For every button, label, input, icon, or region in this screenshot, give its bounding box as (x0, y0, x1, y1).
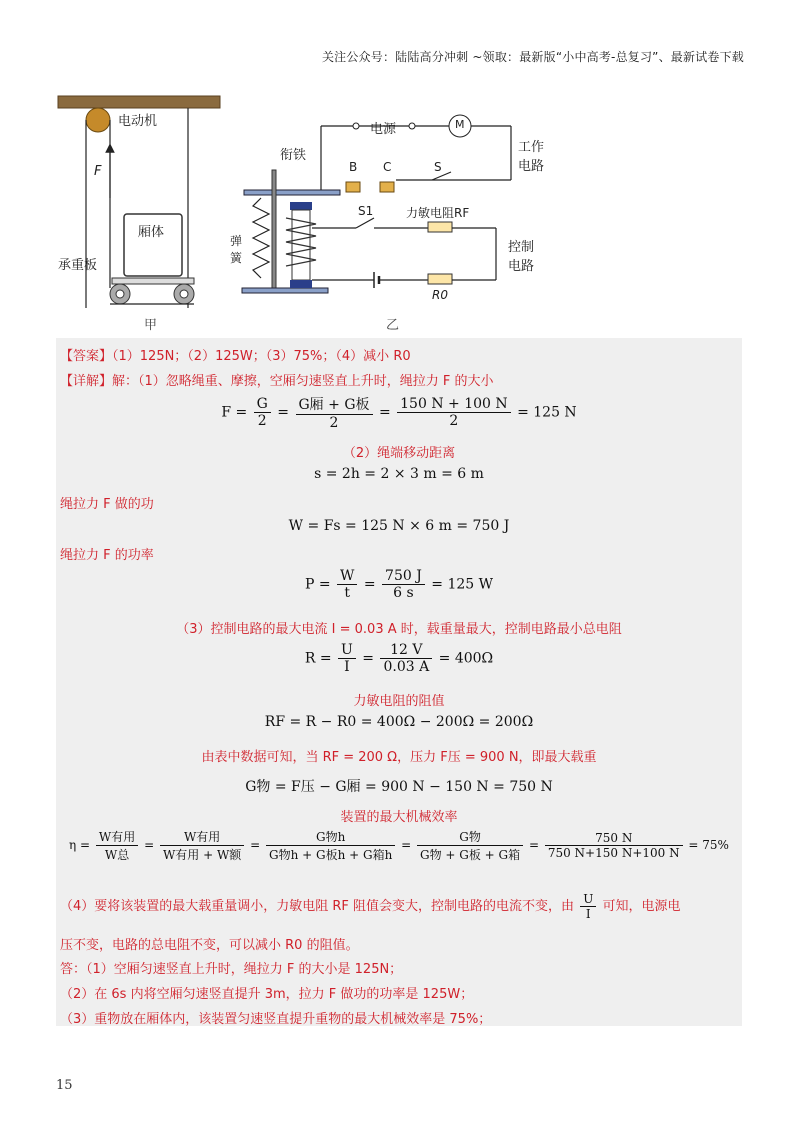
step-3: （3）控制电路的最大电流 I = 0.03 A 时，载重量最大，控制电路最小总电阻 (176, 622, 622, 637)
equation-6: RF = R − R0 = 400Ω − 200Ω = 200Ω (264, 714, 534, 730)
load-plate (112, 278, 194, 284)
control-circuit-label: 控制电路 (508, 240, 535, 274)
power-label: 绳拉力 F 的功率 (60, 548, 154, 563)
reply-1: 答：（1）空厢匀速竖直上升时，绳拉力 F 的大小是 125N； (60, 962, 403, 977)
spring-label: 弹簧 (230, 234, 243, 265)
page-number: 15 (56, 1078, 73, 1093)
contact-b (346, 182, 360, 192)
step-4-cont: 压不变，电路的总电阻不变，可以减小 R0 的阻值。 (60, 938, 359, 953)
answer-panel (56, 338, 742, 1026)
equation-2: s = 2h = 2 × 3 m = 6 m (314, 466, 484, 482)
efficiency-line: 装置的最大机械效率 (340, 810, 458, 825)
equation-1: F = $\frac{G}{2}$ = $\frac{\text{G厢 + G板}}{2}$ = $\frac{150 N + 100 N}{2}$ = 125 N (221, 396, 577, 431)
support-post (272, 170, 276, 290)
equation-8: η = $\frac{\text{W有用}}{\text{W总}}$ = $\frac{\text{W有用}}{\text{W有用 + W额}}$ = $\frac{\text{G物h}}{\text{G物h + G板h + G箱h}}$ = $\frac{\text{G物}}{\text{G物 + G板 + G箱}}$ = $\frac{750 N}{750 N+150 N+100 N}$ = 75% (69, 830, 729, 862)
contact-b-label: B (349, 160, 358, 174)
contact-c-label: C (383, 160, 392, 174)
spring (253, 198, 269, 278)
figure-area (56, 88, 576, 338)
figure-jia-caption: 甲 (144, 318, 158, 333)
motor-label: 电动机 (118, 114, 158, 129)
electromagnet-top (290, 202, 312, 210)
equation-4: P = $\frac{W}{t}$ = $\frac{750 J}{6 s}$ = 125 W (304, 568, 494, 601)
work-label: 绳拉力 F 做的功 (60, 497, 154, 512)
sensor-value-line: 力敏电阻的阻值 (353, 694, 445, 709)
answer-line: 【答案】（1）125N；（2）125W；（3）75%；（4）减小 R0 (60, 349, 411, 364)
equation-7: G物 = F压 − G厢 = 900 N − 150 N = 750 N (245, 779, 553, 795)
equation-3: W = Fs = 125 N × 6 m = 750 J (288, 518, 510, 534)
cabin-label: 厢体 (138, 225, 165, 240)
armature (244, 190, 340, 195)
step-4: （4）要将该装置的最大载重量调小，力敏电阻 RF 阻值会变大，控制电路的电流不变，由 $\frac{U}{I}$ 可知，电源电 (60, 892, 681, 921)
force-label: F (94, 164, 102, 179)
reply-3: （3）重物放在厢体内，该装置匀速竖直提升重物的最大机械效率是 75%； (60, 1012, 492, 1027)
base-plate (242, 288, 328, 293)
step-2: （2）绳端移动距离 (342, 446, 456, 461)
power-label: 电源 (370, 122, 397, 137)
page-header: 关注公众号：陆陆高分冲刺 ~领取：最新版“小中高考-总复习”、最新试卷下载 (321, 50, 744, 64)
r0-label: R0 (432, 288, 448, 302)
switch-s1-label: S1 (358, 204, 374, 218)
table-line: 由表中数据可知，当 RF = 200 Ω，压力 F压 = 900 N，即最大载重 (201, 750, 597, 765)
r0-resistor (428, 274, 452, 284)
work-circuit-label: 工作电路 (518, 140, 545, 174)
contact-c (380, 182, 394, 192)
detail-intro: 【详解】解：（1）忽略绳重、摩擦，空厢匀速竖直上升时，绳拉力 F 的大小 (60, 374, 494, 389)
ceiling-beam (58, 96, 220, 108)
motor-pulley (86, 108, 110, 132)
sensor-label: 力敏电阻RF (406, 206, 470, 220)
equation-5: R = $\frac{U}{I}$ = $\frac{12 V}{0.03 A}$ = 400Ω (304, 642, 494, 675)
plate-label: 承重板 (58, 258, 98, 273)
reply-2: （2）在 6s 内将空厢匀速竖直提升 3m，拉力 F 做功的功率是 125W； (60, 987, 474, 1002)
motor-symbol-label: M (455, 118, 465, 131)
switch-s-label: S (434, 160, 442, 174)
armature-label: 衔铁 (280, 148, 307, 163)
force-sensor-resistor (428, 222, 452, 232)
figure-yi-caption: 乙 (386, 318, 400, 333)
